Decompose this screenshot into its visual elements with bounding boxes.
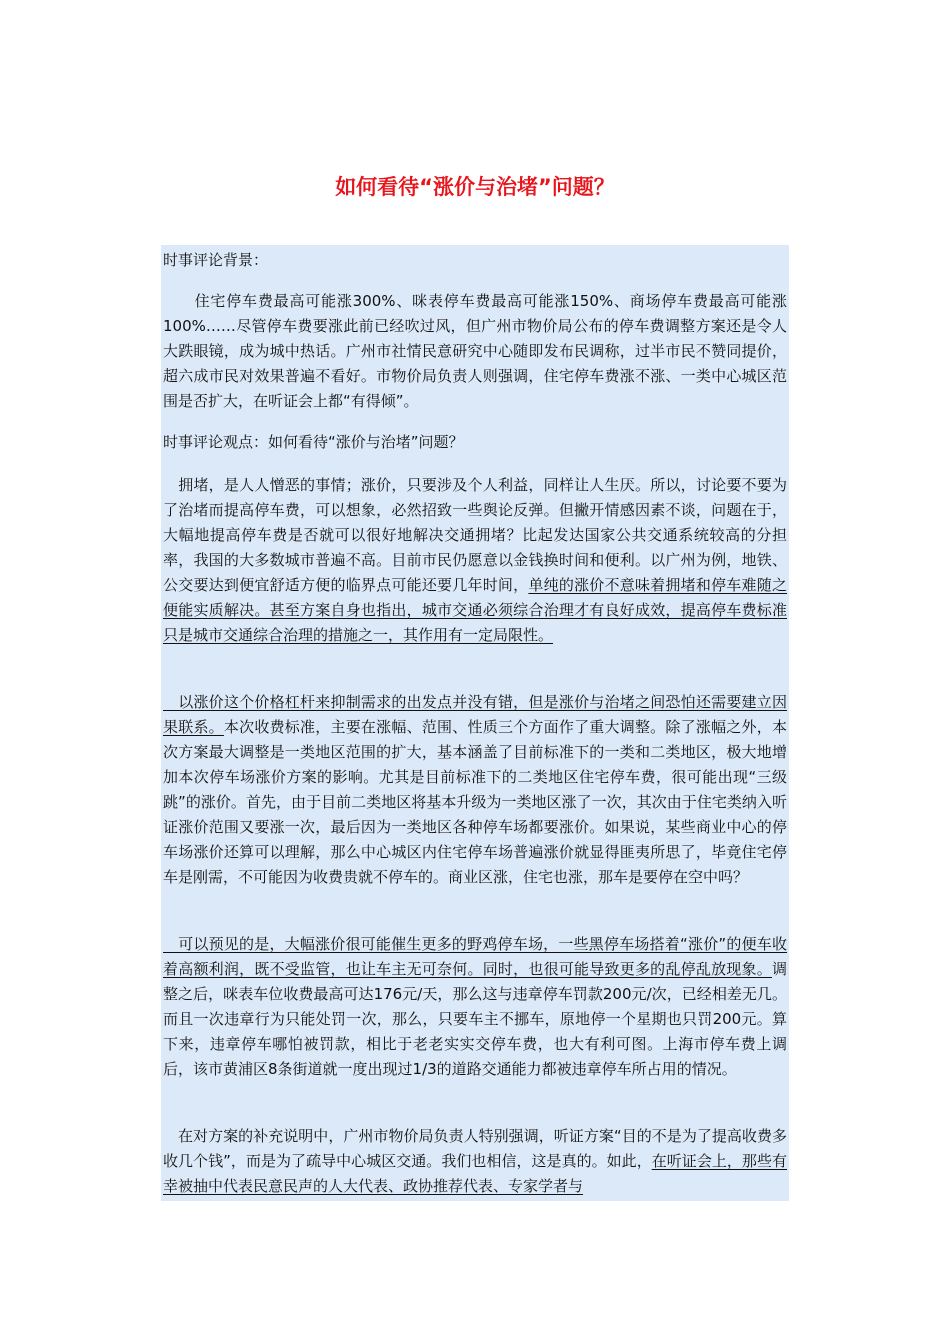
paragraph-hearing <box>163 1124 787 1199</box>
paragraph-price-lever-text: 本次收费标准，主要在涨幅、范围、性质三个方面作了重大调整。除了涨幅之外，本次方案最大调整是一类地区范围的扩大，基本涵盖了目前标准下的一类和二类地区，极大地增加本次停车场涨价方案的影响。尤其是目前标准下的二类地区住宅停车费，很可能出现“三级跳”的涨价。首先，由于目前二类地区将基本升级为一类地区涨了一次，其次由于住宅类纳入听证涨价范围又要涨一次，最后因为一类地区各种停车场都要涨价。如果说，某些商业中心的停车场涨价还算可以理解，那么中心城区内住宅停车场普遍涨价就显得匪夷所思了，毕竟住宅停车是刚需，不可能因为收费贵就不停车的。商业区涨，住宅也涨，那车是要停在空中吗？ <box>163 718 787 886</box>
paragraph-congestion <box>163 473 787 648</box>
paragraph-background: 住宅停车费最高可能涨300%、咪表停车费最高可能涨150%、商场停车费最高可能涨100%……尽管停车费要涨此前已经吹过风，但广州市物价局公布的停车费调整方案还是令人大跌眼镜，成为城中热话。广州市社情民意研究中心随即发布民调称，过半市民不赞同提价，超六成市民对效果普遍不看好。市物价局负责人则强调，住宅停车费涨不涨、一类中心城区范围是否扩大，在听证会上都“有得倾”。 <box>163 292 787 410</box>
paragraph-congestion-underlined: 单纯的涨价不意味着拥堵和停车难随之便能实质解决。甚至方案自身也指出，城市交通必须综合治理才有良好成效，提高停车费标准只是城市交通综合治理的措施之一，其作用有一定局限性。 <box>163 576 787 644</box>
paragraph-hearing-text: 在对方案的补充说明中，广州市物价局负责人特别强调，听证方案“目的不是为了提高收费多收几个钱”，而是为了疏导中心城区交通。我们也相信，这是真的。如此， <box>163 1127 787 1170</box>
viewpoint-label: 时事评论观点：如何看待“涨价与治堵”问题？ <box>163 433 464 451</box>
paragraph-hearing-underlined: 在听证会上，那些有幸被抽中代表民意民声的人大代表、政协推荐代表、专家学者与 <box>163 1152 787 1195</box>
paragraph-illegal-parking <box>163 932 787 1082</box>
paragraph-illegal-parking-text: 调整之后，咪表车位收费最高可达176元/天，那么这与违章停车罚款200元/次，已经相差无几。而且一次违章行为只能处罚一次，那么，只要车主不挪车，原地停一个星期也只罚200元。算下来，违章停车哪怕被罚款，相比于老老实实交停车费，也大有利可图。上海市停车费上调后，该市黄浦区8条街道就一度出现过1/3的道路交通能力都被违章停车所占用的情况。 <box>163 960 787 1078</box>
paragraph-congestion-text: 拥堵，是人人憎恶的事情；涨价，只要涉及个人利益，同样让人生厌。所以，讨论要不要为了治堵而提高停车费，可以想象，必然招致一些舆论反弹。但撇开情感因素不谈，问题在于，大幅地提高停车费是否就可以很好地解决交通拥堵？比起发达国家公共交通系统较高的分担率，我国的大多数城市普遍不高。目前市民仍愿意以金钱换时间和便利。以广州为例，地铁、公交要达到便宜舒适方便的临界点可能还要几年时间， <box>163 476 787 594</box>
paragraph-price-lever-underlined: 以涨价这个价格杠杆来抑制需求的出发点并没有错，但是涨价与治堵之间恐怕还需要建立因果联系。 <box>163 693 787 736</box>
paragraph-illegal-parking-underlined: 可以预见的是，大幅涨价很可能催生更多的野鸡停车场，一些黑停车场搭着“涨价”的便车收着高额利润，既不受监管，也让车主无可奈何。同时，也很可能导致更多的乱停乱放现象。 <box>163 935 787 978</box>
paragraph-price-lever <box>163 690 787 890</box>
page-title: 如何看待“涨价与治堵”问题？ <box>335 175 615 199</box>
background-label: 时事评论背景： <box>163 251 269 269</box>
article-body <box>161 245 789 1201</box>
